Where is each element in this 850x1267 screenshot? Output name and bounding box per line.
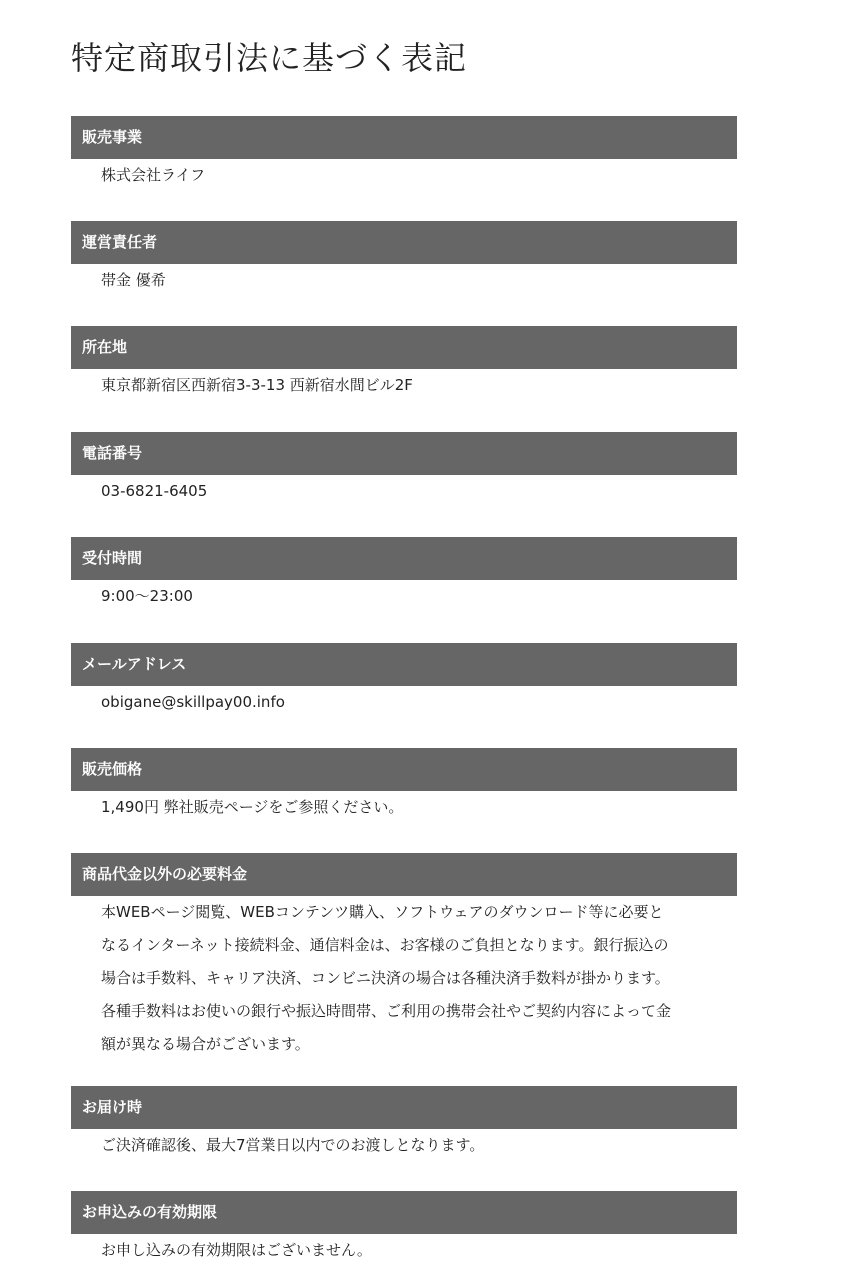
section-text-line: 額が異なる場合がございます。	[101, 1035, 310, 1053]
section-text-line: 1,490円 弊社販売ページをご参照ください。	[101, 798, 404, 816]
section-delivery	[71, 1086, 737, 1162]
email-link[interactable]: obigane@skillpay00.info	[101, 693, 285, 711]
section-phone	[71, 432, 737, 508]
section-price	[71, 748, 737, 824]
section-text-line: なるインターネット接続料金、通信料金は、お客様のご負担となります。銀行振込の	[101, 936, 669, 954]
section-heading: 商品代金以外の必要料金	[71, 853, 737, 896]
section-heading: 販売事業	[71, 116, 737, 159]
section-text-line: 9:00〜23:00	[101, 587, 193, 605]
section-text-line: 株式会社ライフ	[101, 166, 206, 184]
section-manager	[71, 221, 737, 297]
section-heading: 電話番号	[71, 432, 737, 475]
section-heading: お届け時	[71, 1086, 737, 1129]
section-content	[71, 369, 737, 402]
section-text-line: 場合は手数料、キャリア決済、コンビニ決済の場合は各種決済手数料が掛かります。	[101, 969, 670, 987]
section-seller	[71, 116, 737, 192]
section-text-line: ご決済確認後、最大7営業日以内でのお渡しとなります。	[101, 1136, 485, 1154]
section-text-line: 東京都新宿区西新宿3-3-13 西新宿水間ビル2F	[101, 376, 413, 394]
section-heading: 販売価格	[71, 748, 737, 791]
section-heading: お申込みの有効期限	[71, 1191, 737, 1234]
section-content	[71, 264, 737, 297]
section-content	[71, 686, 737, 719]
section-extra-fees	[71, 853, 737, 1061]
section-heading: 運営責任者	[71, 221, 737, 264]
section-heading: 受付時間	[71, 537, 737, 580]
section-text-line: 03-6821-6405	[101, 482, 208, 500]
section-content	[71, 580, 737, 613]
section-email	[71, 643, 737, 719]
section-text-line: 各種手数料はお使いの銀行や振込時間帯、ご利用の携帯会社やご契約内容によって金	[101, 1002, 672, 1020]
page-title: 特定商取引法に基づく表記	[71, 39, 468, 77]
section-text-line: 本WEBページ閲覧、WEBコンテンツ購入、ソフトウェアのダウンロード等に必要と	[101, 903, 664, 921]
section-content	[71, 159, 737, 192]
section-text-line: 帯金 優希	[101, 271, 166, 289]
section-content	[71, 791, 737, 824]
section-content	[71, 475, 737, 508]
section-text-line: お申し込みの有効期限はございません。	[101, 1241, 372, 1259]
section-content	[71, 1129, 737, 1162]
section-address	[71, 326, 737, 402]
section-validity	[71, 1191, 737, 1267]
section-content	[71, 896, 737, 1061]
section-content	[71, 1234, 737, 1267]
section-hours	[71, 537, 737, 613]
section-heading: 所在地	[71, 326, 737, 369]
section-heading: メールアドレス	[71, 643, 737, 686]
